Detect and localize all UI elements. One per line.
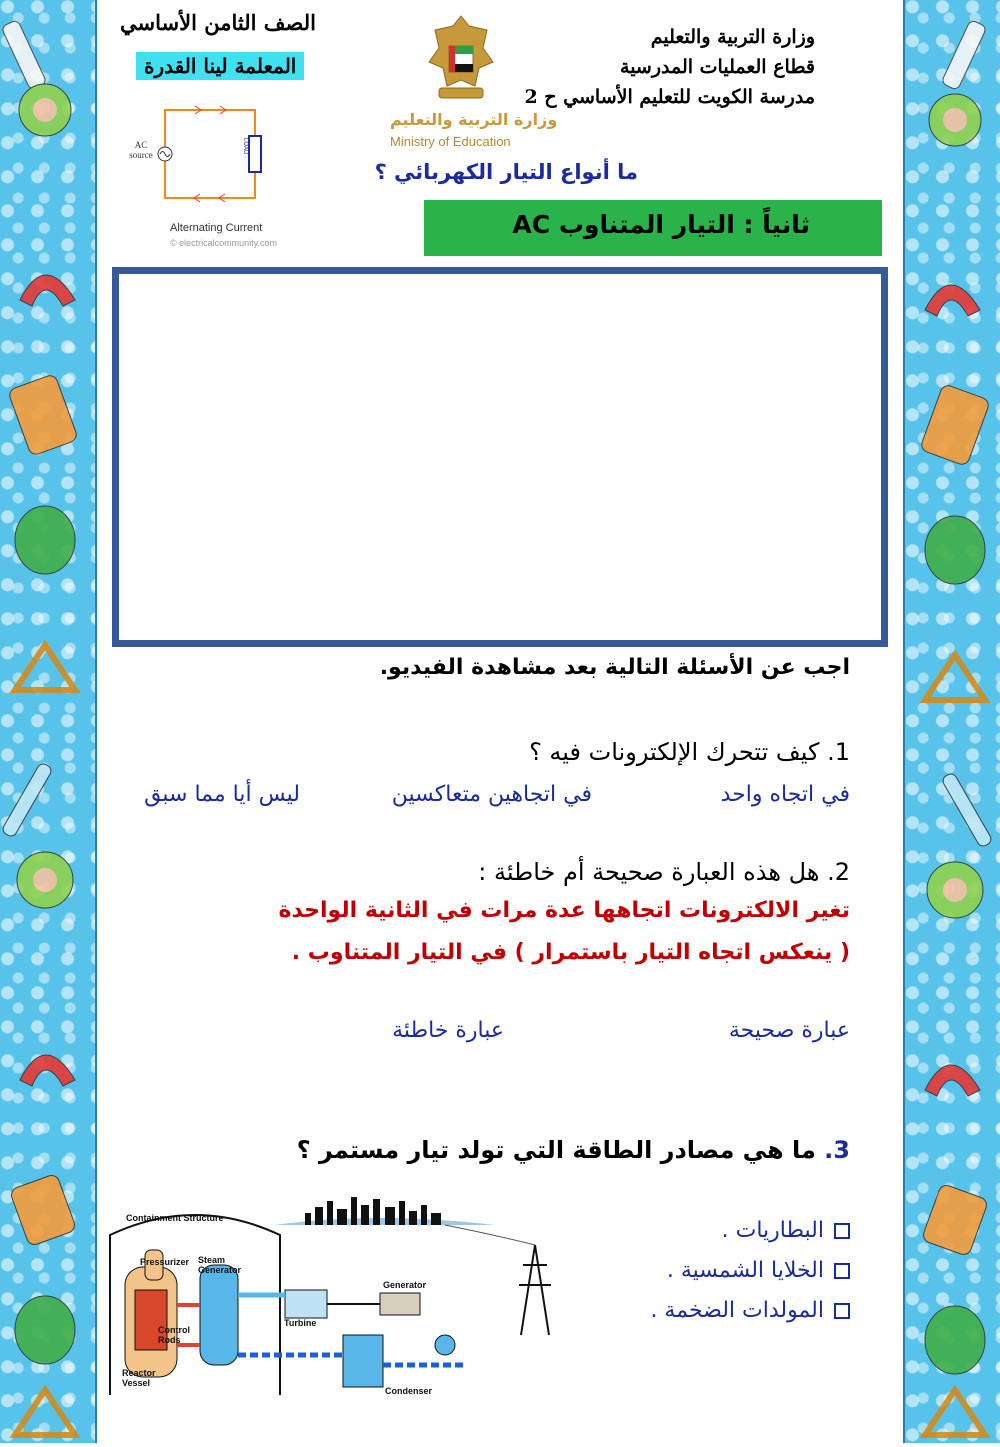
uae-emblem-icon	[425, 12, 497, 104]
label-generator: Generator	[383, 1280, 427, 1290]
label-containment: Containment Structure	[126, 1213, 224, 1223]
label-pressurizer: Pressurizer	[140, 1257, 190, 1267]
sector-name: قطاع العمليات المدرسية	[620, 56, 815, 78]
label-control-rods: Control Rods	[158, 1325, 190, 1345]
decorative-border-left	[0, 0, 97, 1443]
ac-source-label: AC source	[129, 140, 153, 160]
ac-circuit-diagram	[140, 100, 270, 210]
statement-line-2: ( ينعكس اتجاه التيار باستمرار ) في التيار المتناوب .	[291, 940, 850, 965]
q3-option-3[interactable]	[650, 1298, 850, 1323]
question-1-number: 1.	[827, 738, 850, 766]
section-banner-text: ثانياً : التيار المتناوب AC	[512, 210, 810, 239]
q3-option-2[interactable]	[667, 1258, 850, 1283]
ministry-header	[524, 22, 815, 112]
q3-option-1[interactable]	[722, 1218, 850, 1243]
label-turbine: Turbine	[284, 1318, 317, 1328]
ministry-logo-text-arabic: وزارة التربية والتعليم	[390, 110, 558, 129]
question-3-text: ما هي مصادر الطاقة التي تولد تيار مستمر ؟	[296, 1136, 816, 1164]
ministry-name: وزارة التربية والتعليم	[650, 26, 815, 48]
label-steam-generator: Steam Generator	[198, 1255, 242, 1275]
label-reactor-vessel: Reactor Vessel	[122, 1368, 156, 1388]
checkbox-icon[interactable]	[834, 1263, 850, 1279]
label-condenser: Condenser	[385, 1386, 433, 1396]
question-1	[529, 738, 850, 766]
teacher-name: المعلمة لينا القدرة	[136, 52, 304, 80]
q3-option-2-label: الخلايا الشمسية .	[666, 1258, 824, 1283]
image-watermark: © electricalcommunity.com	[170, 238, 277, 248]
q1-option-3[interactable]: ليس أيا مما سبق	[144, 782, 300, 807]
q3-option-3-label: المولدات الضخمة .	[650, 1298, 824, 1323]
decorative-border-right	[903, 0, 1000, 1443]
question-2-number: 2.	[827, 858, 850, 886]
science-clipart-left	[0, 0, 95, 1443]
question-3	[297, 1136, 850, 1164]
power-plant-diagram	[105, 1195, 585, 1410]
question-2-text: هل هذه العبارة صحيحة أم خاطئة :	[478, 858, 820, 886]
ac-circuit-caption: Alternating Current	[170, 222, 263, 234]
load-label: LOAD	[242, 138, 248, 155]
statement-line-1: تغير الالكترونات اتجاهها عدة مرات في الثانية الواحدة	[278, 898, 850, 923]
checkbox-icon[interactable]	[834, 1303, 850, 1319]
q1-option-1[interactable]: في اتجاه واحد	[720, 782, 850, 807]
video-embed-frame[interactable]	[112, 267, 888, 647]
q2-option-false[interactable]: عبارة خاطئة	[392, 1018, 504, 1043]
school-name: مدرسة الكويت للتعليم الأساسي ح 2	[524, 86, 815, 108]
question-2	[478, 858, 850, 886]
main-question-title: ما أنواع التيار الكهربائي ؟	[374, 160, 638, 184]
question-1-text: كيف تتحرك الإلكترونات فيه ؟	[529, 738, 820, 766]
checkbox-icon[interactable]	[834, 1223, 850, 1239]
instruction-text: اجب عن الأسئلة التالية بعد مشاهدة الفيديو.	[379, 655, 850, 680]
q2-option-true[interactable]: عبارة صحيحة	[728, 1018, 850, 1043]
q3-option-1-label: البطاريات .	[721, 1218, 824, 1243]
grade-label: الصف الثامن الأساسي	[120, 10, 316, 35]
science-clipart-right	[905, 0, 1000, 1443]
question-3-number: 3.	[824, 1136, 850, 1164]
ministry-logo-text-english: Ministry of Education	[390, 134, 511, 149]
q1-option-2[interactable]: في اتجاهين متعاكسين	[391, 782, 592, 807]
